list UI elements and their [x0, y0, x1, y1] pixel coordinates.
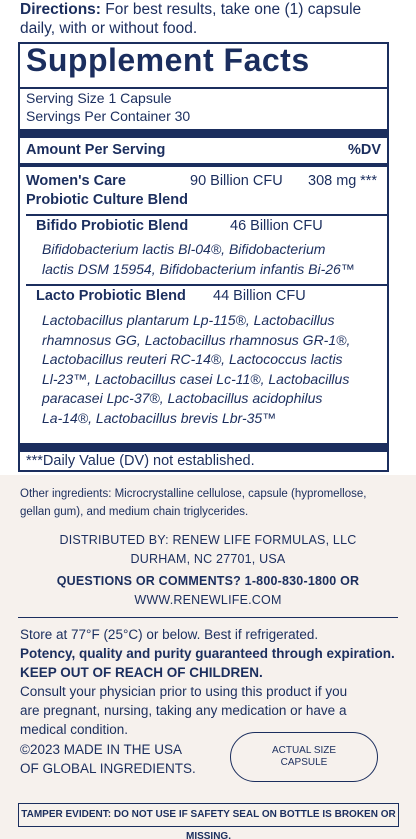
website: WWW.RENEWLIFE.COM	[134, 593, 282, 607]
blend-dv: ***	[360, 173, 377, 189]
bifido-blend-cfu: 46 Billion CFU	[230, 218, 323, 234]
keep-away-line: KEEP OUT OF REACH OF CHILDREN.	[20, 665, 263, 680]
amount-per-serving: Amount Per Serving	[26, 142, 166, 158]
lacto-strains	[42, 311, 350, 428]
directions-label: Directions:	[20, 1, 101, 18]
potency-line: Potency, quality and purity guaranteed through expiration.	[20, 646, 395, 661]
section-divider	[18, 617, 398, 618]
actual-size-capsule	[230, 732, 378, 782]
directions-line-1: For best results, take one (1) capsule	[105, 1, 362, 18]
dv-header: %DV	[347, 142, 381, 158]
lacto-rule	[26, 284, 387, 286]
other-ingredients-line: Other ingredients: Microcrystalline cellulose, capsule (hypromellose,	[20, 488, 367, 500]
serving-size: Serving Size 1 Capsule	[26, 90, 172, 106]
storage-line: Store at 77°F (25°C) or below. Best if refrigerated.	[20, 627, 319, 642]
footer-bar	[20, 443, 387, 452]
distributor-line-1: DISTRIBUTED BY: RENEW LIFE FORMULAS, LLC	[59, 533, 357, 547]
other-ingredients	[20, 485, 400, 521]
lacto-strain-line: Ll-23™, Lactobacillus casei Lc-11®, Lactobacillus	[42, 370, 350, 387]
subheader-bar	[20, 163, 387, 167]
lacto-blend-cfu: 44 Billion CFU	[213, 288, 306, 304]
made-in-text	[20, 740, 230, 778]
made-in-line: ©2023 MADE IN THE USA	[20, 742, 182, 757]
bifido-blend-name: Bifido Probiotic Blend	[36, 218, 189, 234]
lacto-strain-line: La-14®, Lactobacillus brevis Lbr-35™	[42, 409, 277, 426]
storage-text	[20, 625, 400, 739]
distributor-line-2: DURHAM, NC 27701, USA	[130, 552, 286, 566]
contact-line: QUESTIONS OR COMMENTS? 1-800-830-1800 OR	[56, 574, 360, 588]
servings-per-container: Servings Per Container 30	[26, 108, 191, 124]
other-ingredients-line: gellan gum), and medium chain triglycerides.	[20, 506, 249, 518]
bifido-strains	[42, 240, 355, 279]
blend-name-line-2: Probiotic Culture Blend	[26, 192, 188, 208]
lacto-strain-line: paracasei Lpc-37®, Lactobacillus acidophilus	[42, 390, 323, 406]
header-bar	[20, 129, 387, 138]
consult-line: medical condition.	[20, 722, 129, 737]
blend-mg: 308 mg	[308, 173, 357, 189]
lacto-strain-line: Lactobacillus plantarum Lp-115®, Lactobacillus	[42, 312, 335, 328]
lacto-blend-name: Lacto Probiotic Blend	[36, 288, 186, 304]
title-rule	[20, 87, 387, 89]
dv-footnote: ***Daily Value (DV) not established.	[26, 453, 255, 469]
lacto-strain-line: Lactobacillus reuteri RC-14®, Lactococcus lactis	[42, 351, 343, 367]
made-in-line: OF GLOBAL INGREDIENTS.	[20, 761, 196, 776]
bifido-strain-line: lactis DSM 15954, Bifidobacterium infantis Bi-26™	[42, 260, 355, 277]
directions-text	[20, 0, 400, 38]
directions-line-2: daily, with or without food.	[20, 20, 198, 37]
bifido-rule	[26, 214, 387, 216]
supplement-facts-title: Supplement Facts	[26, 42, 310, 78]
capsule-label: ACTUAL SIZE	[271, 745, 337, 756]
blend-name-line-1: Women's Care	[26, 173, 126, 189]
consult-line: are pregnant, nursing, taking any medication or have a	[20, 703, 347, 718]
capsule-label: CAPSULE	[280, 757, 328, 768]
tamper-evident-notice: TAMPER EVIDENT: DO NOT USE IF SAFETY SEAL ON BOTTLE IS BROKEN OR MISSING.	[18, 803, 399, 827]
blend-cfu: 90 Billion CFU	[190, 173, 283, 189]
supplement-facts-panel	[18, 42, 389, 472]
consult-line: Consult your physician prior to using this product if you	[20, 684, 348, 699]
lacto-strain-line: rhamnosus GG, Lactobacillus rhamnosus GR-1®,	[42, 331, 351, 348]
bifido-strain-line: Bifidobacterium lactis Bl-04®, Bifidobacterium	[42, 241, 326, 257]
